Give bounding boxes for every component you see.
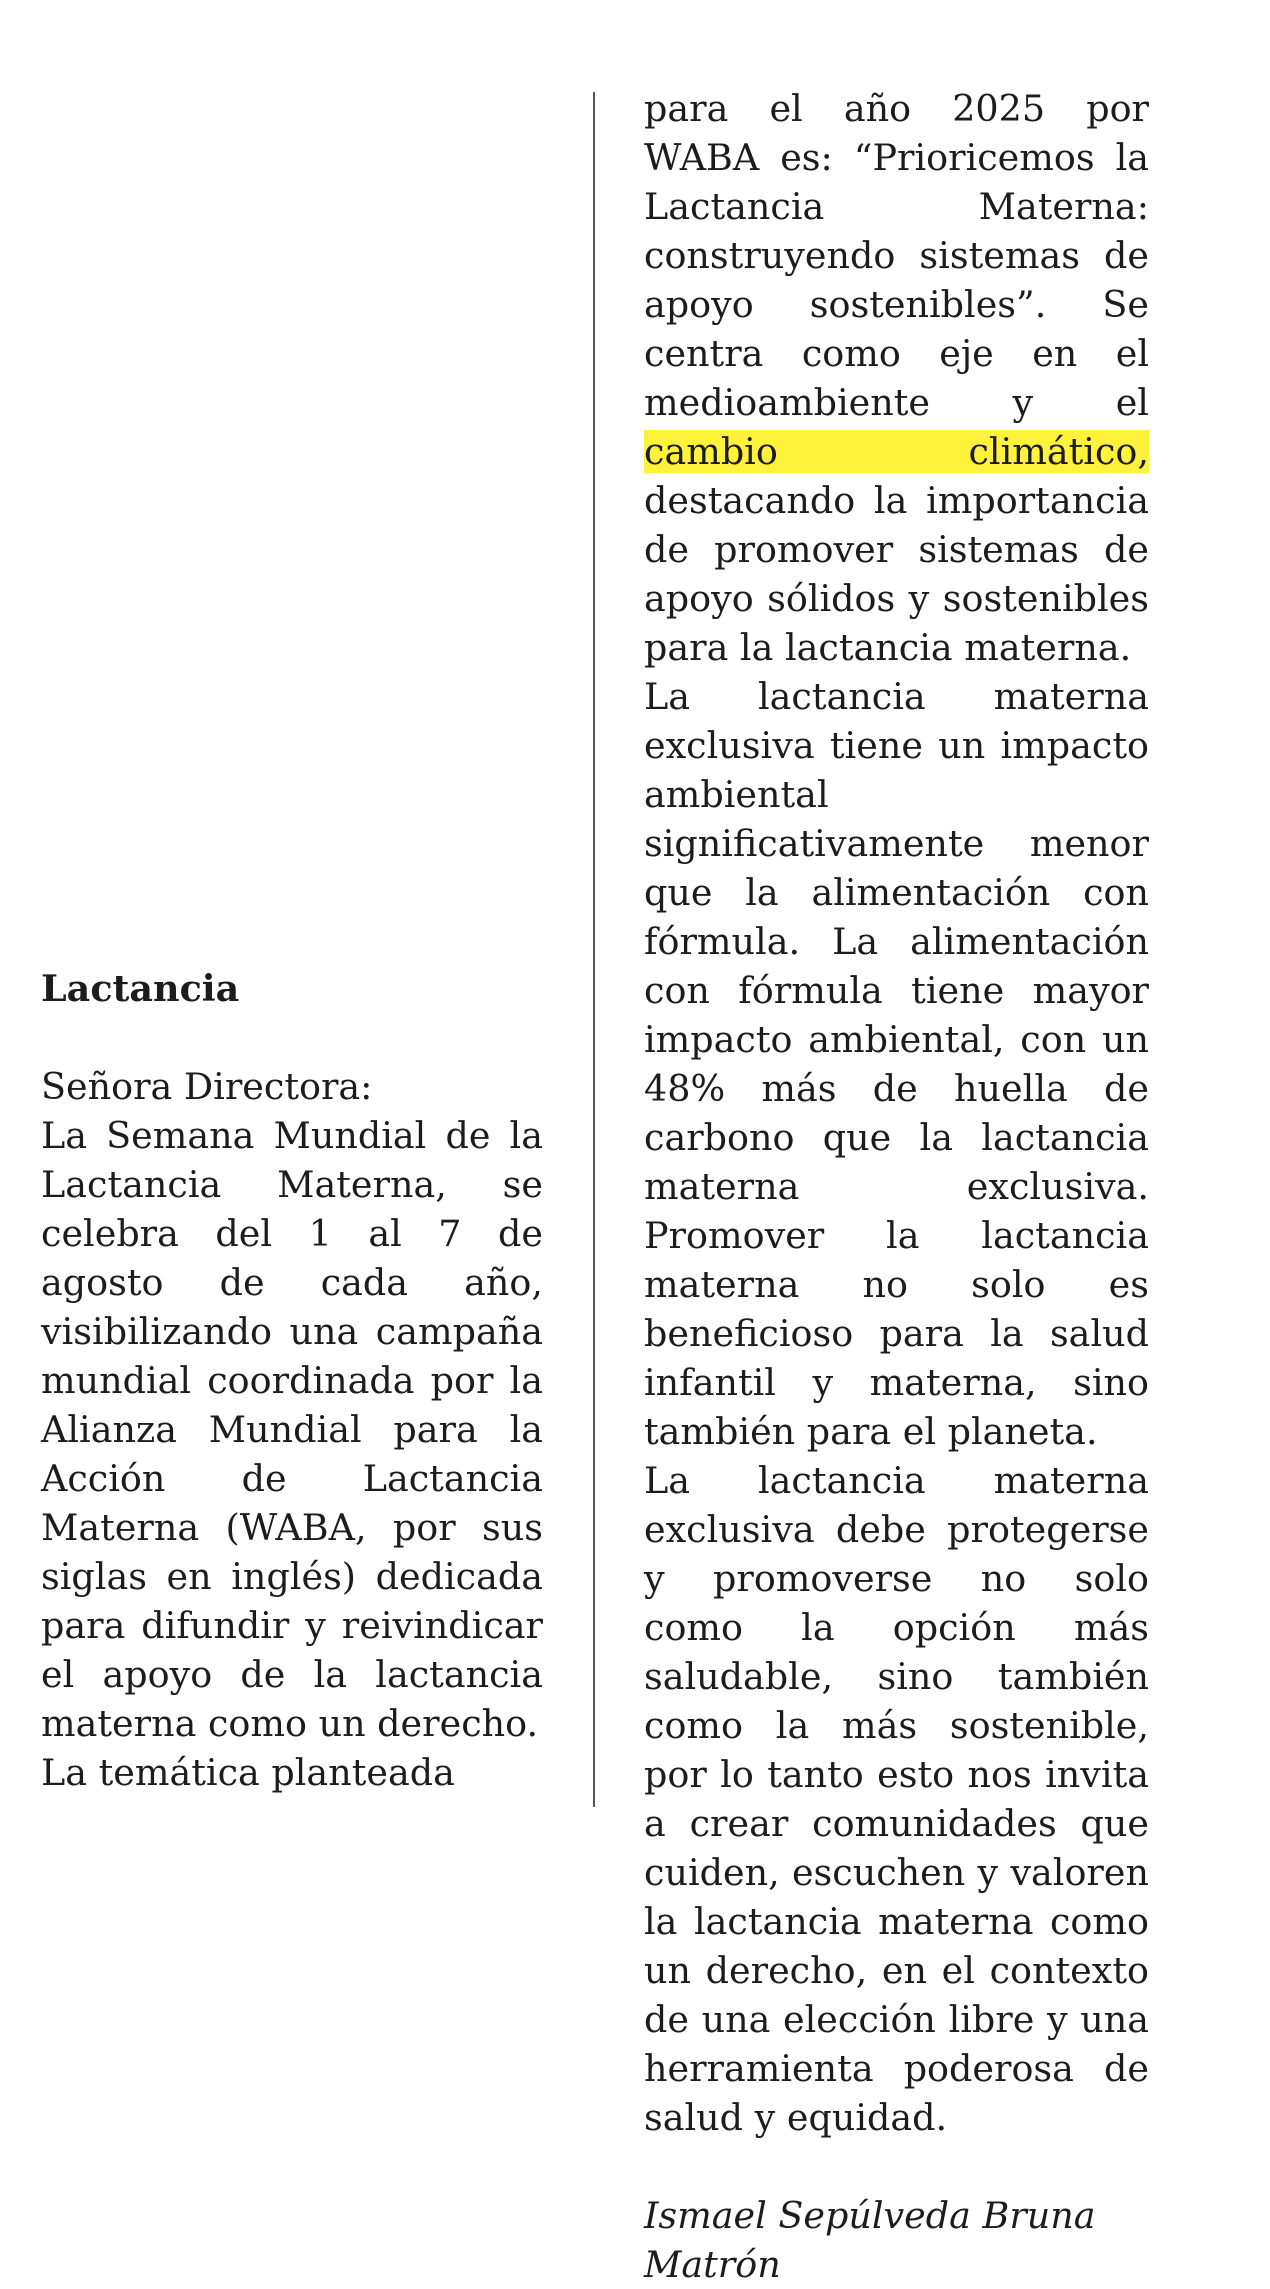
letter-paragraph-theme-continued [644, 84, 1149, 672]
theme-text-part1: La temática planteada [41, 1751, 455, 1794]
signature-name: Ismael Sepúlveda Bruna [644, 2194, 1096, 2237]
letter-column-right [644, 84, 1149, 2289]
letter-paragraph-conclusion: La lactancia materna exclusiva debe protegerse y promoverse no solo como la opción más saludable, sino también como la más sostenible, por lo tanto esto nos invita a crear comunidades que cuiden, escuchen y valoren la lactancia materna como un derecho, en el contexto de una elección libre y una herramienta poderosa de salud y equidad. [644, 1459, 1149, 2139]
letter-column-left [41, 964, 543, 1797]
letter-signature [644, 2191, 1149, 2289]
letter-paragraph-impact: La lactancia materna exclusiva tiene un impacto ambiental significativamente menor que la alimentación con fórmula. La alimentación con fórmula tiene mayor impacto ambiental, con un 48% más de huella de carbono que la lactancia materna exclusiva. Promover la lactancia materna no solo es beneficioso para la salud infantil y materna, sino también para el planeta. [644, 675, 1149, 1453]
letter-title: Lactancia [41, 967, 240, 1010]
letter-paragraph-intro: La Semana Mundial de la Lactancia Materna, se celebra del 1 al 7 de agosto de cada año, visibilizando una campaña mundial coordinada por la Alianza Mundial para la Acción de Lactancia Materna (WABA, por sus siglas en inglés) dedicada para difundir y reivindicar el apoyo de la lactancia materna como un derecho. [41, 1114, 543, 1745]
highlighted-phrase: cambio climático, [644, 430, 1149, 473]
column-divider [593, 92, 595, 1807]
signature-role: Matrón [644, 2243, 781, 2286]
theme-text-part1-continued: para el año 2025 por WABA es: “Prioricemos la Lactancia Materna: construyendo sistemas de apoyo sostenibles”. Se centra como eje en el medioambiente y el [644, 87, 1149, 424]
letter-salutation: Señora Directora: [41, 1065, 373, 1108]
theme-text-part2: destacando la importancia de promover sistemas de apoyo sólidos y sostenibles para la lactancia materna. [644, 479, 1149, 669]
letter-paragraph-theme-start [41, 1748, 543, 1797]
